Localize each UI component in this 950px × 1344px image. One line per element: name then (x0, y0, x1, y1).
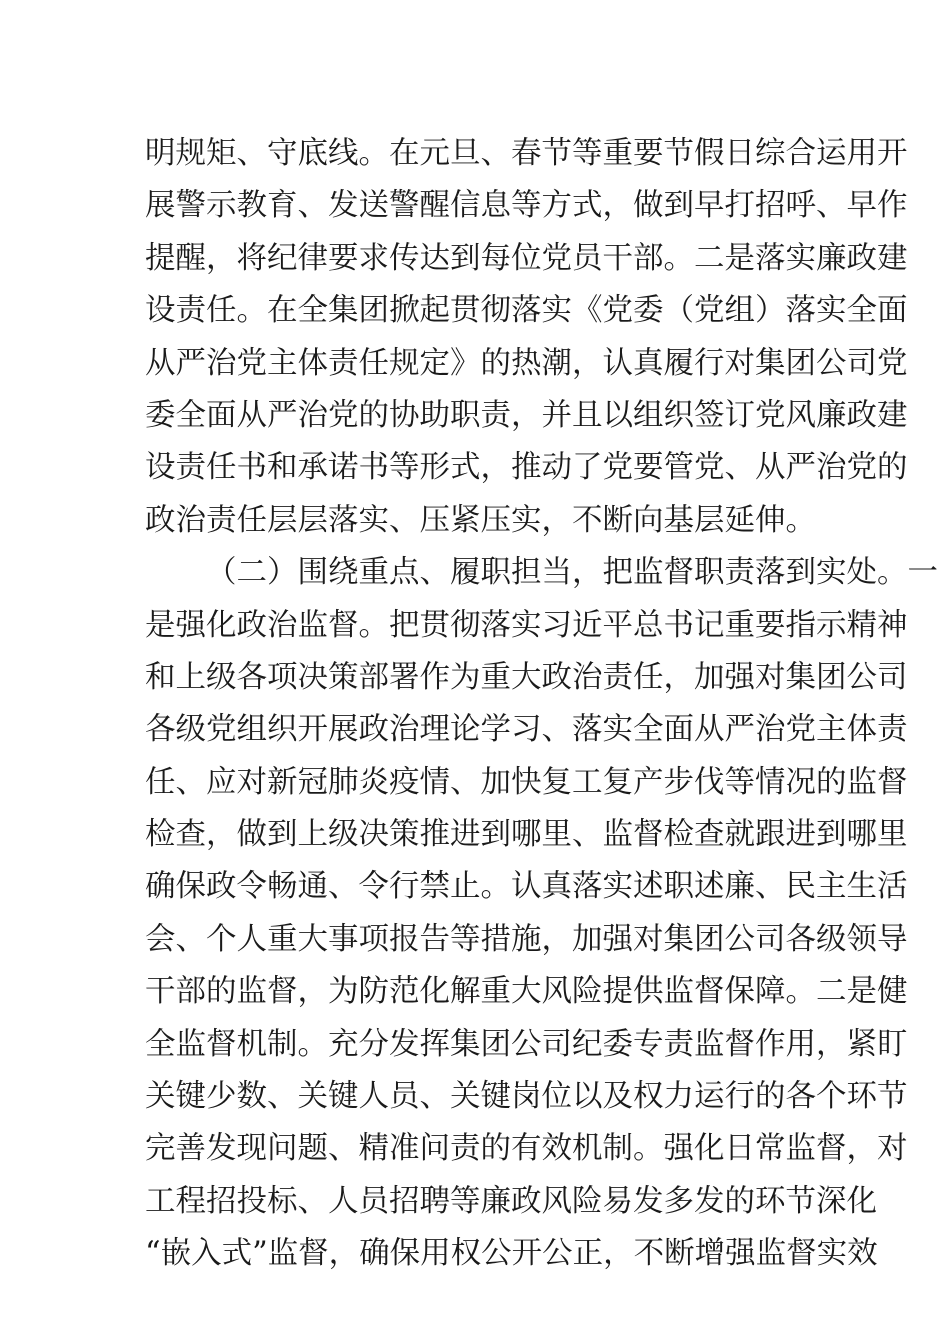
text-line: 各级党组织开展政治理论学习、落实全面从严治党主体责 (145, 712, 908, 748)
text-line: 关键少数、关键人员、关键岗位以及权力运行的各个环节 (145, 1079, 908, 1115)
text-line: 会、个人重大事项报告等措施，加强对集团公司各级领导 (145, 921, 908, 957)
text-line: 任、应对新冠肺炎疫情、加快复工复产步伐等情况的监督 (145, 764, 908, 800)
text-line: 从严治党主体责任规定》的热潮，认真履行对集团公司党 (145, 345, 908, 381)
text-line: 完善发现问题、精准问责的有效机制。强化日常监督，对 (145, 1131, 908, 1167)
text-line: 设责任。在全集团掀起贯彻落实《党委（党组）落实全面 (145, 293, 908, 329)
paragraph-end-line: 政治责任层层落实、压紧压实，不断向基层延伸。 (145, 502, 816, 538)
text-line: 确保政令畅通、令行禁止。认真落实述职述廉、民主生活 (145, 869, 908, 905)
text-line: 展警示教育、发送警醒信息等方式，做到早打招呼、早作 (145, 188, 908, 224)
text-line: 设责任书和承诺书等形式，推动了党要管党、从严治党的 (145, 450, 908, 486)
text-line: 提醒，将纪律要求传达到每位党员干部。二是落实廉政建 (145, 240, 908, 276)
text-line: 工程招投标、人员招聘等廉政风险易发多发的环节深化 (145, 1183, 877, 1219)
body-text (145, 128, 938, 1281)
text-line: 检查，做到上级决策推进到哪里、监督检查就跟进到哪里 (145, 817, 908, 853)
section-heading-line: （二）围绕重点、履职担当，把监督职责落到实处。一 (206, 555, 938, 591)
text-line: 和上级各项决策部署作为重大政治责任，加强对集团公司 (145, 659, 908, 695)
text-line: 全监督机制。充分发挥集团公司纪委专责监督作用，紧盯 (145, 1026, 908, 1062)
text-line: 干部的监督，为防范化解重大风险提供监督保障。二是健 (145, 974, 908, 1010)
text-line: 是强化政治监督。把贯彻落实习近平总书记重要指示精神 (145, 607, 908, 643)
text-line: “嵌入式”监督，确保用权公开公正，不断增强监督实效 (145, 1236, 878, 1272)
text-line: 明规矩、守底线。在元旦、春节等重要节假日综合运用开 (145, 136, 908, 171)
text-line: 委全面从严治党的协助职责，并且以组织签订党风廉政建 (145, 397, 908, 433)
